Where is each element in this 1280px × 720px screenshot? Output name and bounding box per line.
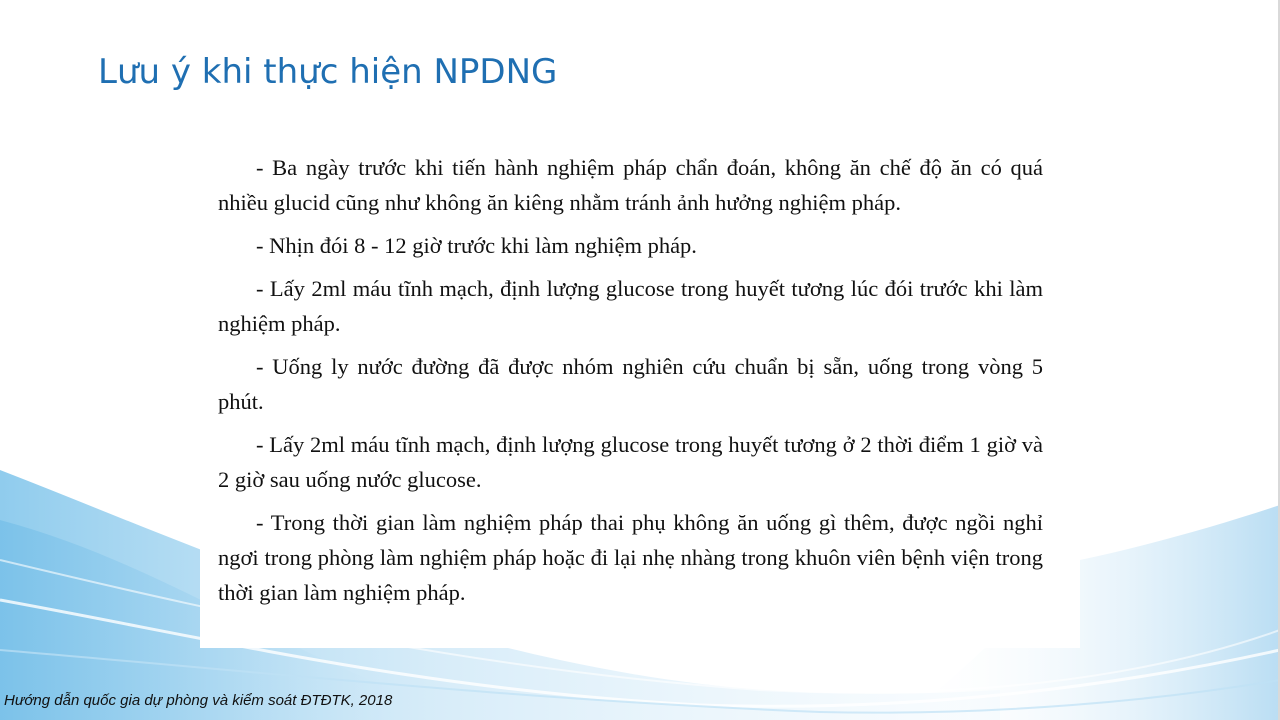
content-text [218, 150, 1043, 618]
list-item: - Trong thời gian làm nghiệm pháp thai phụ không ăn uống gì thêm, được ngồi nghỉ ngơi trong phòng làm nghiệm pháp hoặc đi lại nhẹ nhàng trong khuôn viên bệnh viện trong thời gian làm nghiệm pháp. [218, 510, 1043, 605]
list-item: - Ba ngày trước khi tiến hành nghiệm pháp chẩn đoán, không ăn chế độ ăn có quá nhiều glucid cũng như không ăn kiêng nhằm tránh ảnh hưởng nghiệm pháp. [218, 155, 1043, 215]
list-item: - Lấy 2ml máu tĩnh mạch, định lượng glucose trong huyết tương lúc đói trước khi làm nghiệm pháp. [218, 276, 1043, 336]
list-item: - Nhịn đói 8 - 12 giờ trước khi làm nghiệm pháp. [256, 233, 697, 258]
list-item: - Uống ly nước đường đã được nhóm nghiên cứu chuẩn bị sẵn, uống trong vòng 5 phút. [218, 354, 1043, 414]
content-panel [200, 138, 1080, 648]
source-footer: Hướng dẫn quốc gia dự phòng và kiểm soát ĐTĐTK, 2018 [4, 692, 393, 709]
slide-title: Lưu ý khi thực hiện NPDNG [98, 52, 558, 92]
list-item: - Lấy 2ml máu tĩnh mạch, định lượng glucose trong huyết tương ở 2 thời điểm 1 giờ và 2 giờ sau uống nước glucose. [218, 432, 1043, 492]
